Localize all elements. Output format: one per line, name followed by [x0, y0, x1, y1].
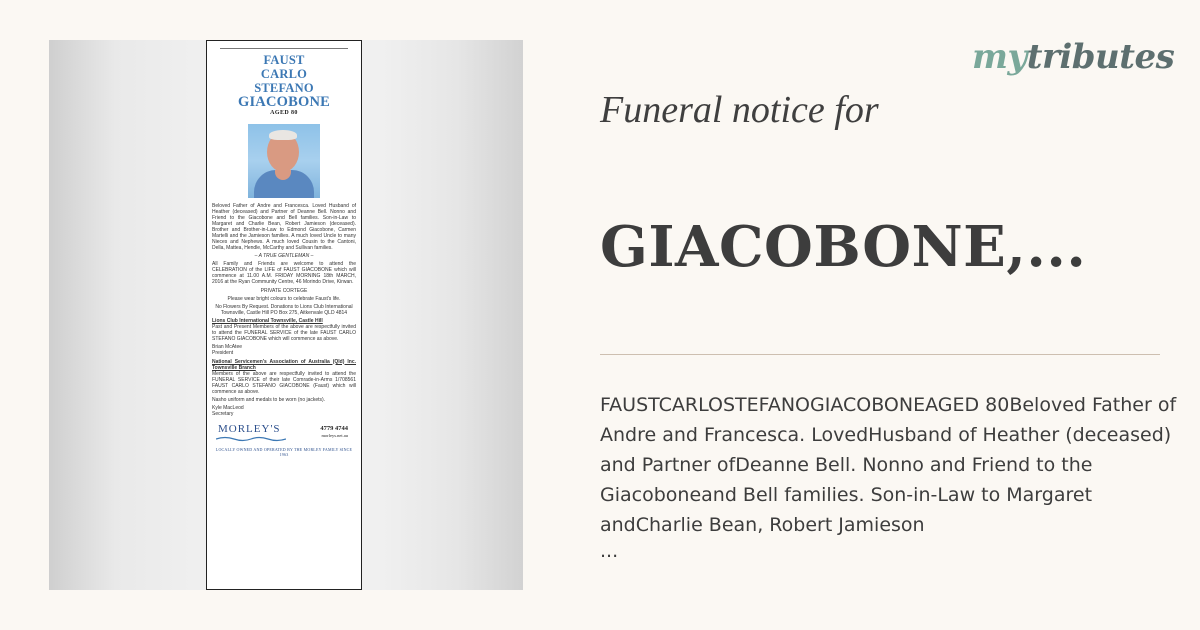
notice-signature: Kyle MacLeod: [212, 404, 244, 411]
notice-motto: – A TRUE GENTLEMAN –: [254, 253, 314, 260]
notice-paragraph: All Family and Friends are welcome to attend the CELEBRATION of the LIFE of FAUST GIACOBONE which will commence at 11.00 A.M. FRIDAY MORNING 18th MARCH, 2016 at the Ryan Community Centre, 46 Morindo Drive, Kirwan.: [212, 261, 356, 286]
notice-name-line: FAUST: [263, 53, 305, 67]
notice-name-line: CARLO: [260, 67, 308, 81]
notice-flowers: No Flowers By Request. Donations to Lions Club International Townsville, Castle Hill PO Box 275, Aitkenvale QLD 4814: [215, 303, 353, 316]
notice-cortege: PRIVATE CORTEGE: [260, 287, 308, 294]
funeral-director-logo: MORLEY'S: [218, 422, 281, 435]
brand-suffix: tributes: [1026, 37, 1175, 77]
notice-club-heading: National Servicemen's Association of Australia (Qld) Inc. Townsville Branch: [212, 358, 356, 371]
notice-club-text: Past and Present Members of the above are respectfully invited to attend the FUNERAL SERVICE of the late FAUST CARLO STEFANO GIACOBONE which will commence as above.: [212, 324, 356, 343]
notice-footer: [212, 423, 356, 475]
page-title: GIACOBONE,...: [600, 214, 1087, 280]
notice-surname: GIACOBONE: [237, 94, 331, 110]
notice-paragraph: Beloved Father of Andre and Francesca. Loved Husband of Heather (deceased) and Partner of Deanne Bell. Nonno and Friend to the Giacobone and Bell families. Son-in-Law to Margaret and Charlie Bean, Robert Jamieson (deceased). Brother and Brother-in-Law to Edmond Giacobone, Carmen Martelli and the Jamieson families. A much loved Uncle to many Nieces and Nephews. A much loved Cousin to the Cantoni, Della, Mattea, Hendle, McCarthy and Sullivan families.: [212, 203, 356, 251]
notice-club-text: Members of the above are respectfully invited to attend the FUNERAL SERVICE of their late Comrade-in-Arms 1/708561 FAUST CARLO STEFANO GIACOBONE (Faust) which will commence as above.: [212, 370, 356, 395]
funeral-director-phone: 4779 4744: [320, 424, 348, 432]
logo-wave-icon: [216, 436, 286, 442]
notice-club-heading: Lions Club International Townsville, Castle Hill: [212, 318, 323, 325]
notice-signature-role: Secretary: [212, 410, 234, 417]
notice-signature-role: President: [212, 350, 234, 357]
page-subtitle: Funeral notice for: [600, 89, 879, 131]
mytributes-logo[interactable]: [972, 37, 1174, 77]
notice-excerpt: FAUSTCARLOSTEFANOGIACOBONEAGED 80Beloved Father of Andre and Francesca. LovedHusband of Heather (deceased) and Partner ofDeanne Bell. Nonno and Friend to the Giacoboneand Bell families. Son-in-Law to Margaret andCharlie Bean, Robert Jamieson: [600, 394, 1177, 536]
divider: [600, 354, 1160, 355]
notice-signature: Brian McAtee: [212, 344, 243, 351]
funeral-director-tagline: LOCALLY OWNED AND OPERATED BY THE MORLEY FAMILY SINCE 1963: [215, 446, 353, 457]
notice-image-panel: [49, 40, 523, 590]
excerpt-ellipsis: ...: [600, 540, 619, 562]
notice-age: AGED 80: [270, 110, 298, 116]
notice-body: [212, 203, 356, 417]
notice-top-rule: [220, 48, 348, 49]
notice-name-line: STEFANO: [254, 81, 314, 95]
deceased-photo: [248, 124, 320, 198]
funeral-director-website: morleys.net.au: [321, 432, 348, 438]
notice-colours: Please wear bright colours to celebrate Faust's life.: [227, 295, 341, 302]
notice-club-note: Nasho uniform and medals to be worn (no jackets).: [212, 396, 326, 403]
funeral-notice-clipping: [206, 40, 362, 590]
brand-prefix: my: [972, 37, 1027, 77]
